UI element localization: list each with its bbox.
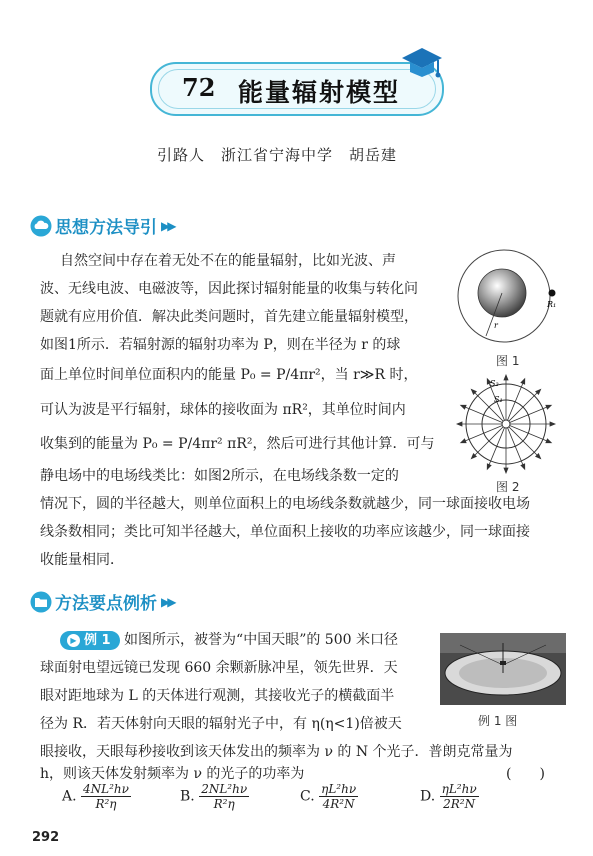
fig2-label-S1: S₁ (494, 395, 503, 404)
double-chevron-icon: ▶▶ (161, 594, 174, 609)
option-d-fraction: $\frac{\text{ηL²hν}}{\text{2R²N}}$ (441, 782, 477, 811)
folder-icon (30, 591, 52, 613)
answer-blank: ( ) (506, 766, 545, 782)
para-line-1: 自然空间中存在着无处不在的能量辐射，比如光波、声 (60, 253, 396, 269)
field-line-arrowhead (546, 439, 551, 443)
field-line-arrowhead (461, 405, 466, 409)
field-line-arrowhead (461, 439, 466, 443)
figure-2-caption: 图 2 (496, 480, 520, 494)
fig1-label-R1: R₁ (547, 300, 557, 309)
option-d[interactable]: D. $\frac{\text{ηL²hν}}{\text{2R²N}}$ (420, 782, 477, 811)
para-line-10: 线条数相同；类比可知半径越大，单位面积上接收的功率应该越少，同一球面接 (40, 524, 530, 540)
example-text-1: 如图所示，被誉为“中国天眼”的 500 米口径 (124, 632, 398, 648)
option-b[interactable]: B. $\frac{\text{2NL²hν}}{\text{R²η}}$ (180, 782, 248, 811)
fig2-label-S2: S₂ (490, 379, 499, 388)
example-line-5: 眼接收，天眼每秒接收到该天体发出的频率为 ν 的 N 个光子．普朗克常量为 (40, 744, 513, 760)
field-line-arrowhead (550, 422, 555, 426)
cloud-icon (30, 215, 52, 237)
field-line-arrowhead (457, 422, 462, 426)
para-line-8: 静电场中的电场线类比：如图2所示，在电场线条数一定的 (40, 468, 399, 484)
para-line-3: 题就有应用价值．解决此类问题时，首先建立能量辐射模型， (40, 309, 418, 325)
para-line-4: 如图1所示．若辐射源的辐射功率为 P，则在半径为 r 的球 (40, 337, 401, 353)
field-line-arrowhead (504, 468, 508, 473)
figure-2-field-lines-diagram (456, 374, 556, 474)
option-a[interactable]: A. $\frac{\text{4NL²hν}}{\text{R²η}}$ (62, 782, 129, 811)
option-c[interactable]: C. $\frac{\text{ηL²hν}}{\text{4R²N}}$ (300, 782, 357, 811)
section-heading-method-guide (30, 213, 173, 237)
para-line-9: 情况下，圆的半径越大，则单位面积上的电场线条数就越少，同一球面接收电场 (40, 496, 530, 512)
example-line-6: h，则该天体发射频率为 ν 的光子的功率为 (40, 766, 305, 782)
option-a-fraction: $\frac{\text{4NL²hν}}{\text{R²η}}$ (83, 782, 129, 811)
chapter-number: 72 (182, 73, 216, 102)
figure-1-sphere-diagram (452, 248, 562, 348)
para-line-7: 收集到的能量为 P₀ = P/4πr² πR²，然后可进行其他计算．可与 (40, 436, 435, 452)
example-line-3: 眼对距地球为 L 的天体进行观测，其接收光子的横截面半 (40, 688, 395, 704)
chapter-title: 能量辐射模型 (238, 78, 401, 107)
option-b-fraction: $\frac{\text{2NL²hν}}{\text{R²η}}$ (201, 782, 248, 811)
section-title: 方法要点例析 (55, 594, 157, 614)
section-heading-example-analysis (30, 589, 173, 613)
example-line-2: 球面射电望远镜已发现 660 余颗新脉冲星，领先世界．天 (40, 660, 398, 676)
graduation-cap-icon (398, 44, 444, 84)
play-icon: ▶ (67, 634, 80, 647)
author-line: 引路人 浙江省宁海中学 胡岳建 (157, 146, 398, 164)
telescope-photo (440, 633, 566, 705)
page-number: 292 (32, 830, 60, 845)
field-line-arrowhead (521, 464, 525, 469)
para-line-6: 可认为波是平行辐射，球体的接收面为 πR²，其单位时间内 (40, 402, 406, 418)
para-line-5: 面上单位时间单位面积内的能量 P₀ = P/4πr²，当 r≫R 时， (40, 367, 418, 383)
double-chevron-icon: ▶▶ (161, 218, 174, 233)
figure-1-caption: 图 1 (496, 354, 520, 368)
example-line-4: 径为 R．若天体射向天眼的辐射光子中，有 η(η<1)倍被天 (40, 716, 402, 732)
example-badge: ▶ 例 1 (60, 631, 120, 650)
para-line-11: 收能量相同． (40, 552, 124, 568)
para-line-2: 波、无线电波、电磁波等，因此探讨辐射能量的收集与转化问 (40, 281, 418, 297)
fig1-label-r: r (494, 321, 498, 330)
photo-caption: 例 1 图 (478, 714, 518, 728)
field-line-arrowhead (521, 379, 525, 384)
example-line-1 (60, 626, 398, 654)
field-line-arrowhead (504, 375, 508, 380)
field-line-arrowhead (487, 464, 491, 469)
field-line-arrowhead (546, 405, 551, 409)
option-c-fraction: $\frac{\text{ηL²hν}}{\text{4R²N}}$ (321, 782, 357, 811)
section-title: 思想方法导引 (55, 218, 157, 238)
